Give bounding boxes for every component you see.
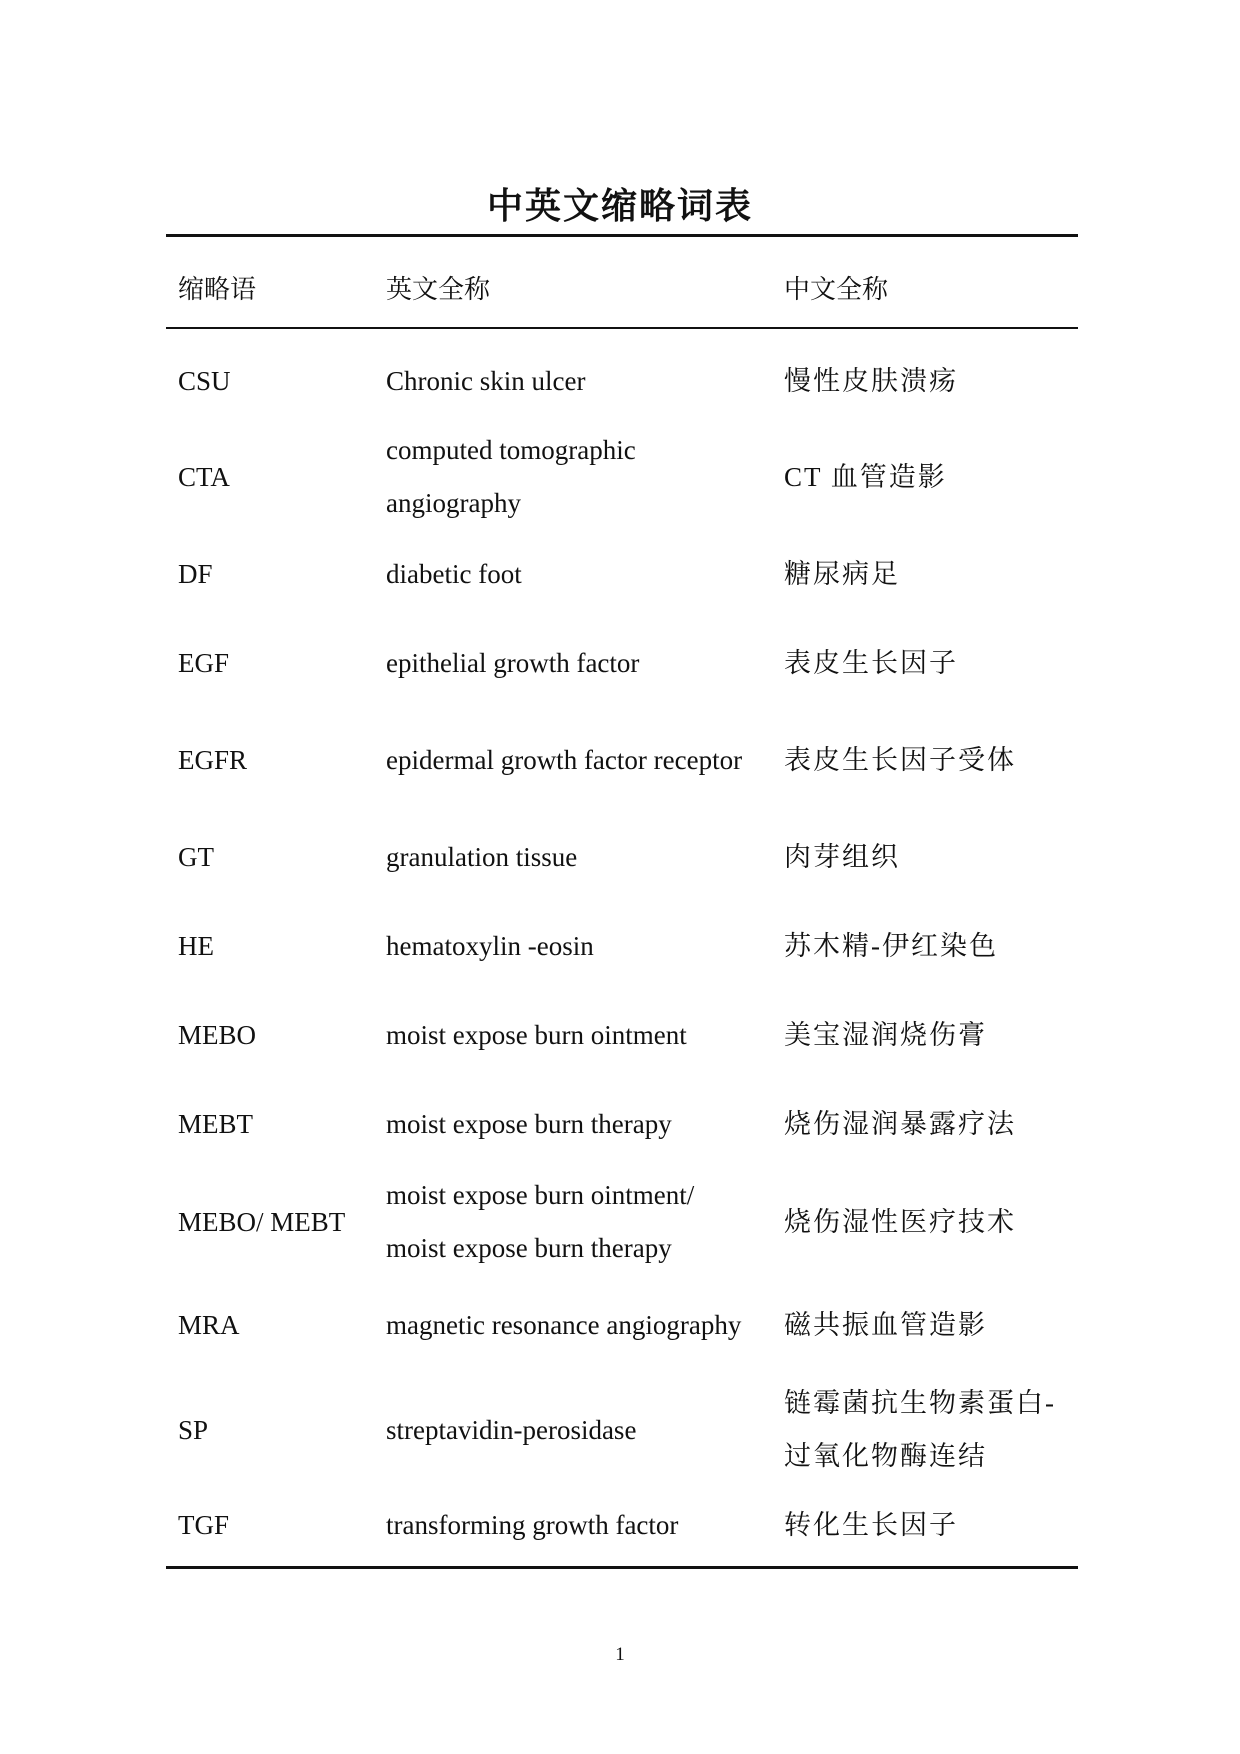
chinese-name-cell: 美宝湿润烧伤膏 <box>784 1019 987 1050</box>
table-row <box>0 901 1240 991</box>
header-abbreviation: 缩略语 <box>178 275 257 304</box>
chinese-name-cell: 糖尿病足 <box>784 558 900 589</box>
abbreviation-cell: DF <box>178 558 213 589</box>
abbreviation-cell: HE <box>178 930 214 961</box>
page-number: 1 <box>615 1644 625 1665</box>
english-name-cell: hematoxylin -eosin <box>386 930 594 961</box>
table-row <box>0 1079 1240 1169</box>
abbreviation-cell: MEBT <box>178 1108 254 1139</box>
chinese-name-cell: 转化生长因子 <box>784 1509 958 1540</box>
english-name-cell: diabetic foot <box>386 558 522 589</box>
chinese-name-cell: 表皮生长因子 <box>784 647 958 678</box>
abbreviation-cell: MEBO/ MEBT <box>178 1206 346 1237</box>
table-row <box>0 529 1240 619</box>
table-row <box>0 715 1240 805</box>
chinese-name-cell: 表皮生长因子受体 <box>784 744 1016 775</box>
table-row <box>0 1480 1240 1570</box>
chinese-name-cell: 肉芽组织 <box>784 841 900 872</box>
abbreviation-cell: GT <box>178 841 214 872</box>
abbreviation-cell: CTA <box>178 461 230 492</box>
english-name-cell: Chronic skin ulcer <box>386 365 586 396</box>
header-chinese-full-name: 中文全称 <box>784 275 889 304</box>
abbreviation-cell: EGF <box>178 647 230 678</box>
table-header-rule <box>166 327 1078 329</box>
chinese-name-cell: 苏木精-伊红染色 <box>784 930 998 961</box>
abbreviation-cell: MRA <box>178 1309 240 1340</box>
english-name-cell: moist expose burn ointment <box>386 1019 687 1050</box>
table-row <box>0 1280 1240 1370</box>
abbreviation-cell: EGFR <box>178 744 248 775</box>
english-name-cell: granulation tissue <box>386 841 578 872</box>
chinese-name-cell: 慢性皮肤溃疡 <box>784 365 958 396</box>
table-row <box>0 990 1240 1080</box>
chinese-name-cell: 磁共振血管造影 <box>784 1309 987 1340</box>
table-row <box>0 812 1240 902</box>
table-header-row <box>0 270 1240 310</box>
english-name-cell: epidermal growth factor receptor <box>386 744 743 775</box>
abbreviation-cell: CSU <box>178 365 231 396</box>
chinese-name-cell: CT 血管造影 <box>784 461 947 492</box>
chinese-name-cell: 烧伤湿性医疗技术 <box>784 1206 1016 1237</box>
english-name-cell: streptavidin-perosidase <box>386 1414 637 1445</box>
table-top-rule <box>166 234 1078 237</box>
table-row <box>0 336 1240 426</box>
chinese-name-cell: 链霉菌抗生物素蛋白-过氧化物酶连结 <box>784 1388 1056 1471</box>
english-name-cell: magnetic resonance angiography <box>386 1309 742 1340</box>
header-english-full-name: 英文全称 <box>386 275 491 304</box>
english-name-cell: moist expose burn therapy <box>386 1108 672 1139</box>
abbreviation-cell: TGF <box>178 1509 230 1540</box>
document-title: 中英文缩略词表 <box>486 186 753 226</box>
table-bottom-rule <box>166 1566 1078 1569</box>
chinese-name-cell: 烧伤湿润暴露疗法 <box>784 1108 1016 1139</box>
abbreviation-cell: MEBO <box>178 1019 257 1050</box>
english-name-cell: transforming growth factor <box>386 1509 679 1540</box>
table-row <box>0 1177 1240 1267</box>
english-name-cell: moist expose burn ointment/ moist expose burn therapy <box>386 1180 695 1263</box>
table-row <box>0 618 1240 708</box>
table-row <box>0 1385 1240 1475</box>
english-name-cell: epithelial growth factor <box>386 647 640 678</box>
abbreviation-cell: SP <box>178 1414 209 1445</box>
table-row <box>0 432 1240 522</box>
english-name-cell: computed tomographic angiography <box>386 435 636 518</box>
